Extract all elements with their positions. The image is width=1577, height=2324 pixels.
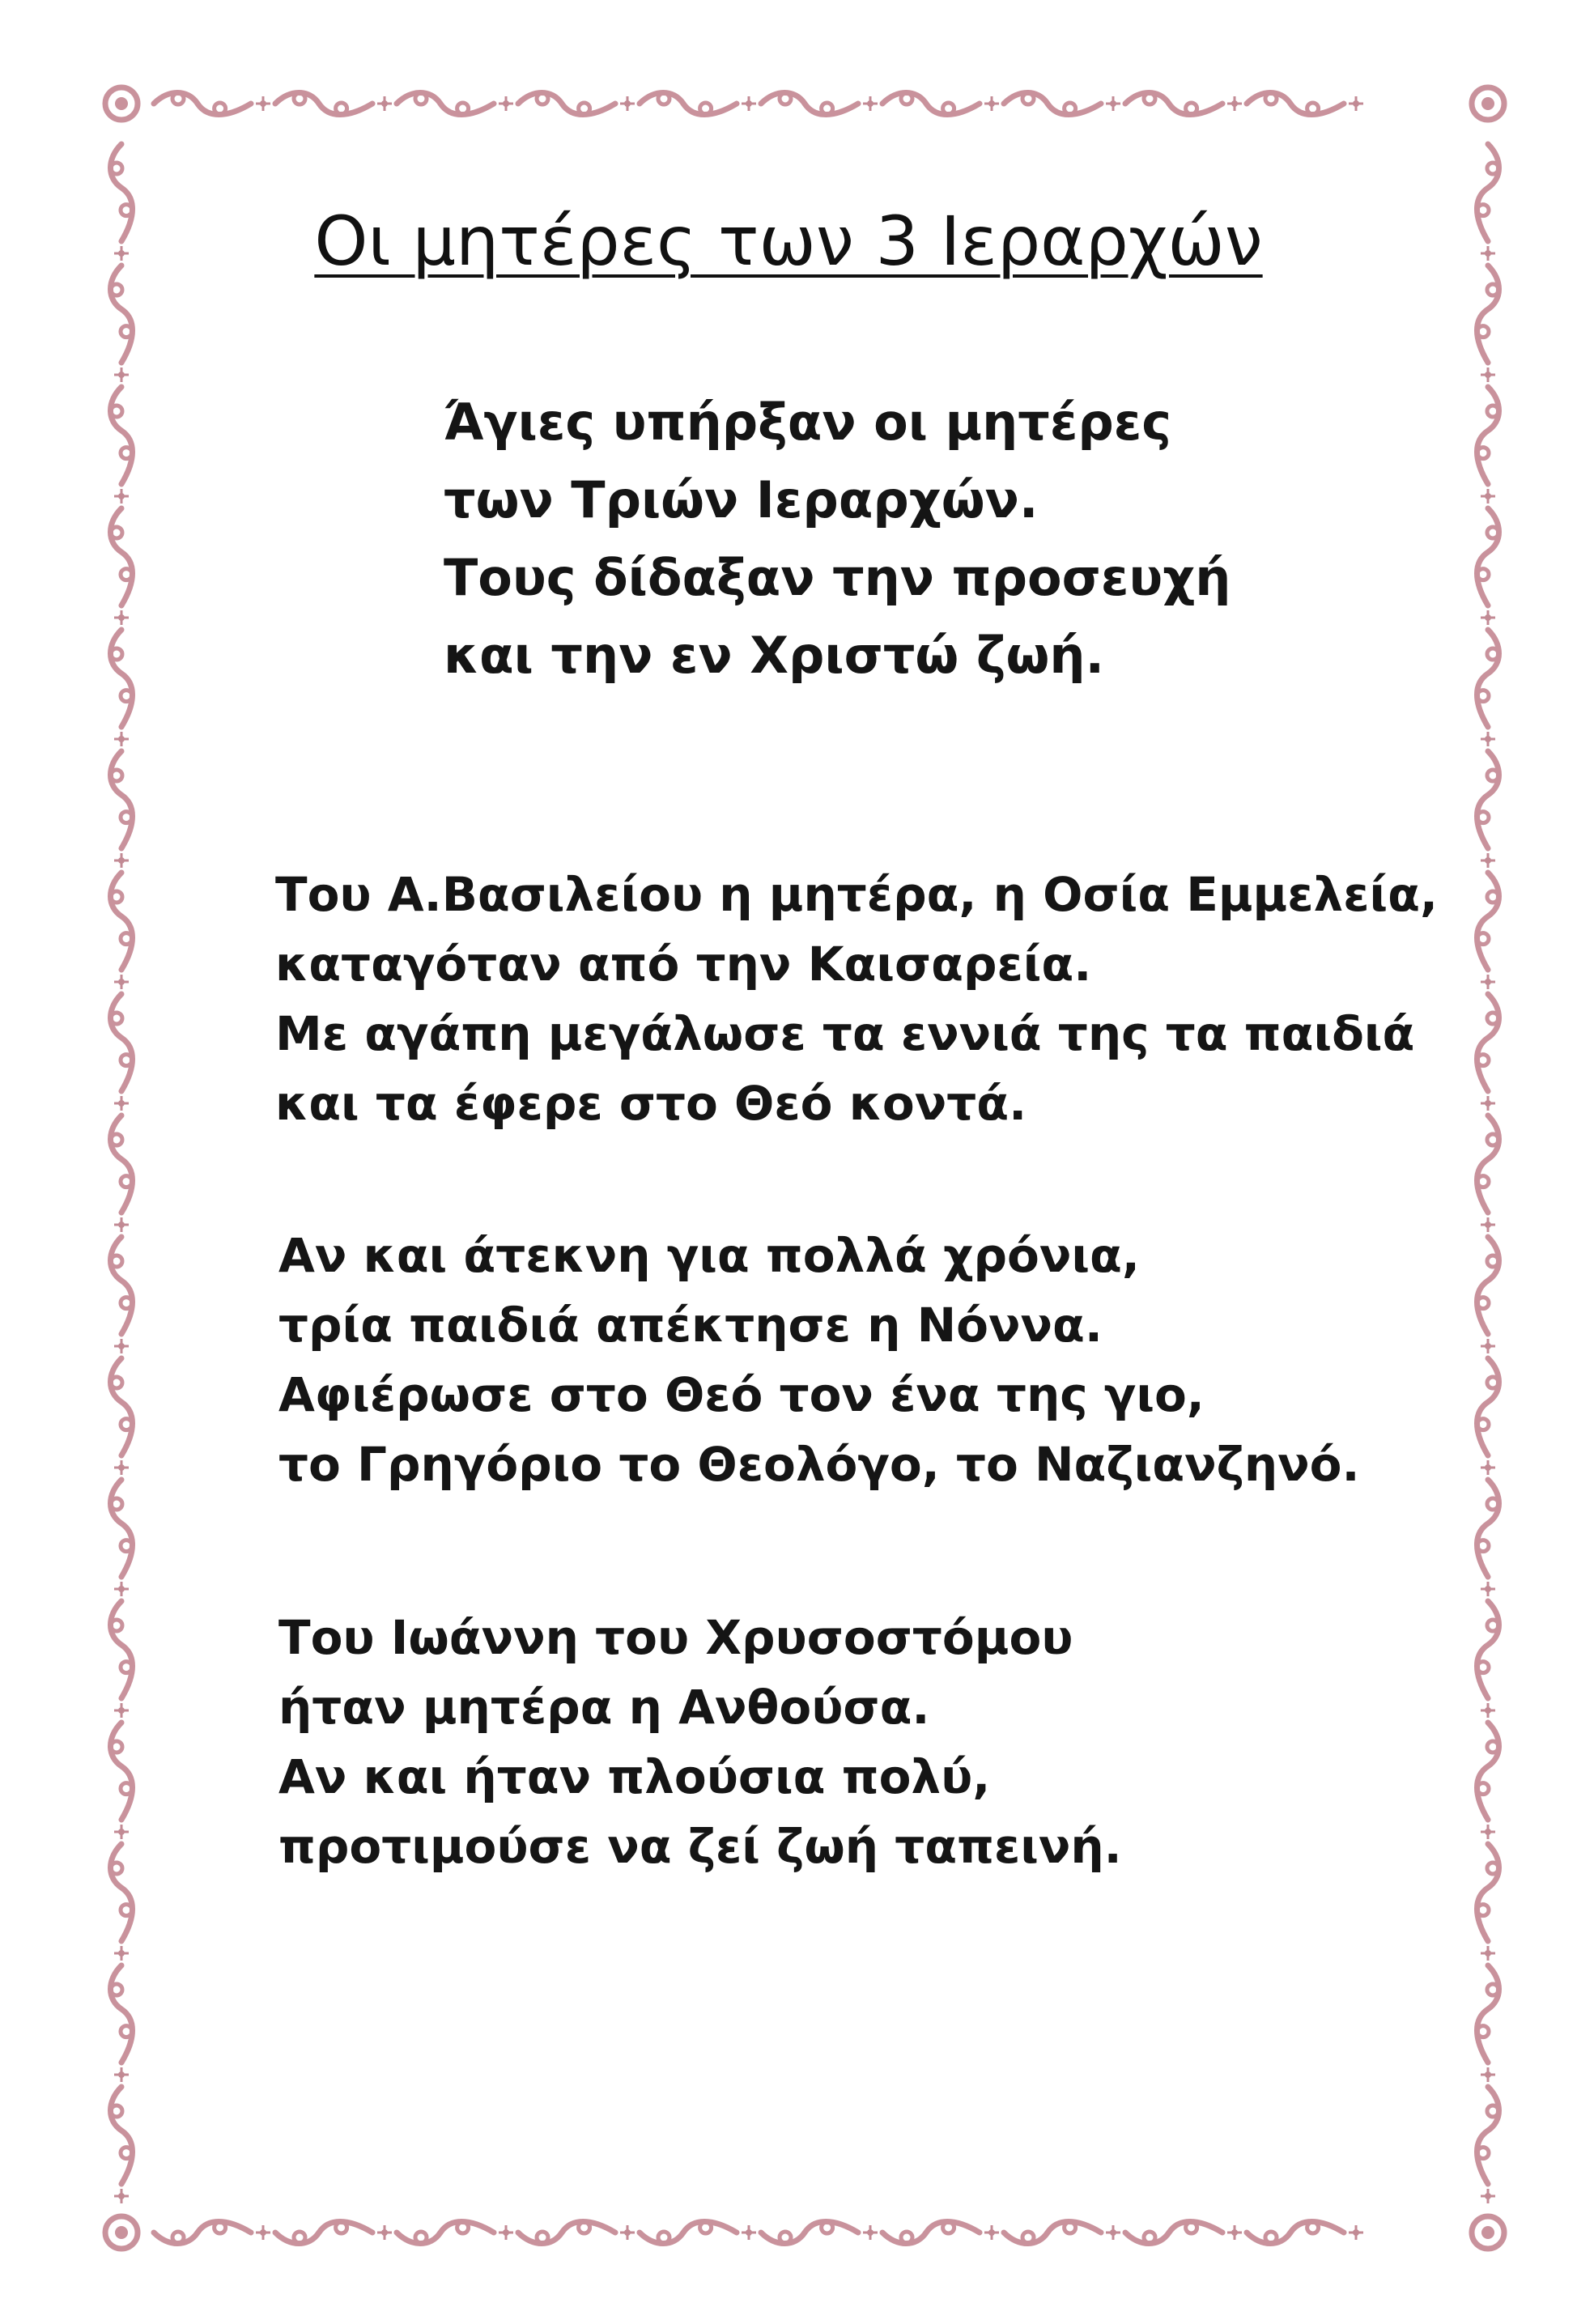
border-curl — [1477, 1662, 1489, 1673]
border-scroll — [1477, 630, 1499, 727]
border-curl — [121, 1783, 132, 1795]
border-scroll — [1247, 2222, 1344, 2244]
border-dot — [118, 857, 125, 864]
border-curl — [780, 2232, 791, 2243]
border-curl — [1477, 569, 1489, 580]
border-scroll — [1477, 1723, 1499, 1820]
border-dot — [1485, 1950, 1491, 1956]
border-curl — [700, 2222, 712, 2233]
border-scroll — [1477, 994, 1499, 1091]
border-curl — [1487, 2105, 1498, 2117]
border-dot — [381, 100, 388, 107]
border-curl — [901, 93, 912, 104]
border-dot — [1485, 1707, 1491, 1714]
stanza-line: Με αγάπη μεγάλωσε τα εννιά της τα παιδιά — [275, 1006, 1415, 1061]
border-curl — [1186, 103, 1197, 114]
border-curl — [1477, 1540, 1489, 1552]
border-dot — [118, 493, 125, 499]
border-scroll — [1477, 1358, 1499, 1455]
border-curl — [1477, 1176, 1489, 1187]
border-scroll — [111, 1480, 133, 1577]
stanza-line: Αν και άτεκνη για πολλά χρόνια, — [278, 1228, 1140, 1283]
border-curl — [943, 2222, 954, 2233]
border-curl — [1065, 103, 1076, 114]
border-curl — [294, 93, 305, 104]
border-curl — [111, 1984, 122, 1995]
border-dot — [1353, 2229, 1359, 2236]
border-dot — [1485, 736, 1491, 742]
border-curl — [1487, 1620, 1498, 1631]
border-scroll — [882, 93, 980, 115]
border-curl — [1477, 2026, 1489, 2037]
border-dot — [867, 100, 874, 107]
stanza-line: το Γρηγόριο το Θεολόγο, το Ναζιανζηνό. — [278, 1437, 1360, 1492]
border-dot — [118, 614, 125, 621]
border-curl — [121, 2148, 132, 2159]
border-corner-dot — [115, 2226, 128, 2239]
border-curl — [215, 2222, 226, 2233]
border-curl — [111, 648, 122, 660]
border-scroll — [1477, 1965, 1499, 2063]
border-curl — [943, 103, 954, 114]
border-curl — [111, 1741, 122, 1753]
border-scroll — [397, 2222, 494, 2244]
border-scroll — [761, 2222, 858, 2244]
border-curl — [111, 1134, 122, 1145]
stanza-line: των Τριών Ιεραρχών. — [444, 470, 1039, 529]
border-curl — [111, 2105, 122, 2117]
border-curl — [121, 1176, 132, 1187]
border-scroll — [640, 2222, 737, 2244]
border-curl — [111, 163, 122, 174]
border-curl — [121, 448, 132, 459]
border-dot — [118, 1829, 125, 1835]
border-curl — [822, 2222, 833, 2233]
border-curl — [1144, 2232, 1155, 2243]
border-curl — [1487, 1134, 1498, 1145]
document-title-text: Οι μητέρες των 3 Ιεραρχών — [314, 202, 1263, 281]
stanza-1 — [444, 384, 1231, 695]
border-curl — [111, 527, 122, 538]
border-dot — [1231, 100, 1238, 107]
border-curl — [579, 2222, 590, 2233]
border-curl — [1487, 163, 1498, 174]
border-scroll — [1477, 387, 1499, 484]
stanza-line: ήταν μητέρα η Ανθούσα. — [278, 1680, 930, 1735]
border-scroll — [275, 2222, 372, 2244]
border-scroll — [1477, 1115, 1499, 1213]
border-curl — [1477, 1298, 1489, 1309]
stanza-4 — [278, 1603, 1122, 1881]
border-curl — [1487, 1013, 1498, 1024]
border-curl — [121, 1905, 132, 1916]
border-curl — [1265, 2232, 1277, 2243]
border-curl — [579, 103, 590, 114]
border-dot — [1485, 493, 1491, 499]
border-dot — [1485, 2193, 1491, 2199]
border-dot — [1485, 2071, 1491, 2078]
border-curl — [121, 1055, 132, 1066]
document-title — [0, 201, 1577, 282]
border-curl — [336, 2222, 347, 2233]
stanza-line: Αφιέρωσε στο Θεό τον ένα της γιο, — [278, 1367, 1205, 1422]
border-dot — [118, 1950, 125, 1956]
border-curl — [1477, 448, 1489, 459]
border-curl — [1477, 1783, 1489, 1795]
border-dot — [118, 1586, 125, 1592]
border-scroll — [275, 93, 372, 115]
border-scroll — [111, 1237, 133, 1334]
border-dot — [988, 100, 995, 107]
border-scroll — [111, 630, 133, 727]
stanza-line: τρία παιδιά απέκτησε η Νόννα. — [278, 1298, 1103, 1353]
border-curl — [658, 93, 669, 104]
border-scroll — [111, 1844, 133, 1941]
border-curl — [121, 933, 132, 945]
border-dot — [1485, 979, 1491, 985]
border-curl — [1477, 690, 1489, 702]
border-corner-dot — [1481, 97, 1494, 110]
border-dot — [260, 2229, 266, 2236]
border-curl — [1022, 93, 1034, 104]
border-curl — [700, 103, 712, 114]
border-scroll — [111, 1723, 133, 1820]
border-curl — [415, 93, 427, 104]
border-dot — [1485, 372, 1491, 378]
stanza-line: Άγιες υπήρξαν οι μητέρες — [444, 393, 1171, 452]
border-dot — [1353, 100, 1359, 107]
border-curl — [111, 1498, 122, 1510]
border-curl — [1487, 284, 1498, 295]
border-curl — [111, 1863, 122, 1874]
border-curl — [457, 103, 469, 114]
border-dot — [746, 100, 752, 107]
border-scroll — [111, 1601, 133, 1698]
border-dot — [624, 100, 631, 107]
border-dot — [118, 1221, 125, 1228]
border-curl — [822, 103, 833, 114]
border-curl — [1265, 93, 1277, 104]
border-curl — [1477, 1055, 1489, 1066]
border-scroll — [518, 2222, 615, 2244]
border-scroll — [397, 93, 494, 115]
stanza-line: Αν και ήταν πλούσια πολύ, — [278, 1749, 991, 1804]
border-dot — [118, 2193, 125, 2199]
border-scroll — [1477, 1844, 1499, 1941]
stanza-line: και τα έφερε στο Θεό κοντά. — [275, 1076, 1027, 1131]
border-curl — [121, 1298, 132, 1309]
border-curl — [1487, 1377, 1498, 1388]
stanza-line: καταγόταν από την Καισαρεία. — [275, 937, 1092, 992]
border-dot — [867, 2229, 874, 2236]
border-curl — [172, 2232, 184, 2243]
border-dot — [118, 1464, 125, 1471]
border-corner-dot — [1481, 2226, 1494, 2239]
border-scroll — [111, 873, 133, 970]
border-curl — [1477, 933, 1489, 945]
border-scroll — [640, 93, 737, 115]
border-scroll — [1477, 508, 1499, 605]
stanza-line: Του Α.Βασιλείου η μητέρα, η Οσία Εμμελεία, — [275, 867, 1438, 922]
border-dot — [1485, 1586, 1491, 1592]
border-dot — [1485, 614, 1491, 621]
border-curl — [457, 2222, 469, 2233]
border-curl — [1144, 93, 1155, 104]
border-dot — [1485, 1343, 1491, 1349]
border-scroll — [1477, 1601, 1499, 1698]
border-scroll — [1125, 93, 1222, 115]
border-dot — [1231, 2229, 1238, 2236]
border-dot — [988, 2229, 995, 2236]
border-curl — [1477, 1905, 1489, 1916]
border-dot — [1485, 1100, 1491, 1107]
border-curl — [415, 2232, 427, 2243]
border-dot — [1485, 1464, 1491, 1471]
stanza-line: Τους δίδαξαν την προσευχή — [444, 548, 1231, 607]
border-curl — [1487, 1984, 1498, 1995]
border-curl — [1487, 648, 1498, 660]
border-curl — [1487, 1741, 1498, 1753]
border-curl — [1487, 406, 1498, 417]
border-curl — [1487, 891, 1498, 903]
border-scroll — [1477, 1237, 1499, 1334]
border-scroll — [1004, 93, 1101, 115]
border-curl — [111, 1620, 122, 1631]
border-curl — [537, 93, 548, 104]
border-scroll — [111, 2087, 133, 2184]
border-dot — [1110, 2229, 1116, 2236]
border-curl — [1487, 1498, 1498, 1510]
stanza-line: προτιμούσε να ζεί ζωή ταπεινή. — [278, 1819, 1122, 1874]
border-curl — [1487, 770, 1498, 781]
border-curl — [1307, 2222, 1319, 2233]
border-dot — [503, 100, 509, 107]
border-curl — [121, 1419, 132, 1430]
stanza-line: Του Ιωάννη του Χρυσοστόμου — [278, 1610, 1073, 1665]
border-corner-dot — [115, 97, 128, 110]
border-curl — [111, 770, 122, 781]
border-curl — [111, 406, 122, 417]
border-curl — [901, 2232, 912, 2243]
border-scroll — [111, 994, 133, 1091]
border-curl — [111, 891, 122, 903]
border-scroll — [518, 93, 615, 115]
border-curl — [121, 1662, 132, 1673]
border-curl — [294, 2232, 305, 2243]
border-curl — [121, 690, 132, 702]
border-curl — [1487, 1255, 1498, 1267]
border-scroll — [1125, 2222, 1222, 2244]
border-curl — [1477, 326, 1489, 338]
border-curl — [121, 1540, 132, 1552]
border-dot — [1110, 100, 1116, 107]
border-curl — [1487, 1863, 1498, 1874]
border-curl — [172, 93, 184, 104]
border-scroll — [761, 93, 858, 115]
border-dot — [118, 1343, 125, 1349]
border-dot — [503, 2229, 509, 2236]
border-scroll — [1247, 93, 1344, 115]
border-curl — [121, 2026, 132, 2037]
border-dot — [1485, 1221, 1491, 1228]
border-curl — [111, 1377, 122, 1388]
border-dot — [746, 2229, 752, 2236]
border-curl — [1487, 527, 1498, 538]
border-curl — [780, 93, 791, 104]
border-curl — [111, 284, 122, 295]
border-curl — [121, 812, 132, 823]
border-dot — [260, 100, 266, 107]
border-dot — [624, 2229, 631, 2236]
border-scroll — [154, 93, 251, 115]
border-curl — [215, 103, 226, 114]
border-curl — [121, 569, 132, 580]
border-dot — [118, 372, 125, 378]
border-dot — [118, 1100, 125, 1107]
border-curl — [111, 1255, 122, 1267]
border-scroll — [111, 508, 133, 605]
stanza-line: και την εν Χριστώ ζωή. — [444, 626, 1105, 685]
border-scroll — [111, 1115, 133, 1213]
border-scroll — [154, 2222, 251, 2244]
border-curl — [1186, 2222, 1197, 2233]
border-curl — [1477, 812, 1489, 823]
border-dot — [118, 1707, 125, 1714]
border-dot — [1485, 857, 1491, 864]
border-curl — [537, 2232, 548, 2243]
border-scroll — [111, 751, 133, 848]
border-curl — [658, 2232, 669, 2243]
border-curl — [336, 103, 347, 114]
border-curl — [1477, 1419, 1489, 1430]
border-dot — [381, 2229, 388, 2236]
border-scroll — [1477, 751, 1499, 848]
border-curl — [1022, 2232, 1034, 2243]
border-dot — [1485, 1829, 1491, 1835]
border-scroll — [882, 2222, 980, 2244]
border-scroll — [111, 387, 133, 484]
border-scroll — [111, 1358, 133, 1455]
border-scroll — [1477, 2087, 1499, 2184]
stanza-3 — [278, 1221, 1360, 1499]
border-dot — [118, 2071, 125, 2078]
border-curl — [1307, 103, 1319, 114]
border-curl — [1065, 2222, 1076, 2233]
border-dot — [118, 736, 125, 742]
border-scroll — [1477, 873, 1499, 970]
stanza-2 — [275, 860, 1438, 1138]
border-curl — [111, 1013, 122, 1024]
border-dot — [118, 979, 125, 985]
border-scroll — [111, 1965, 133, 2063]
border-scroll — [1477, 1480, 1499, 1577]
border-curl — [121, 326, 132, 338]
border-scroll — [1004, 2222, 1101, 2244]
border-curl — [1477, 2148, 1489, 2159]
